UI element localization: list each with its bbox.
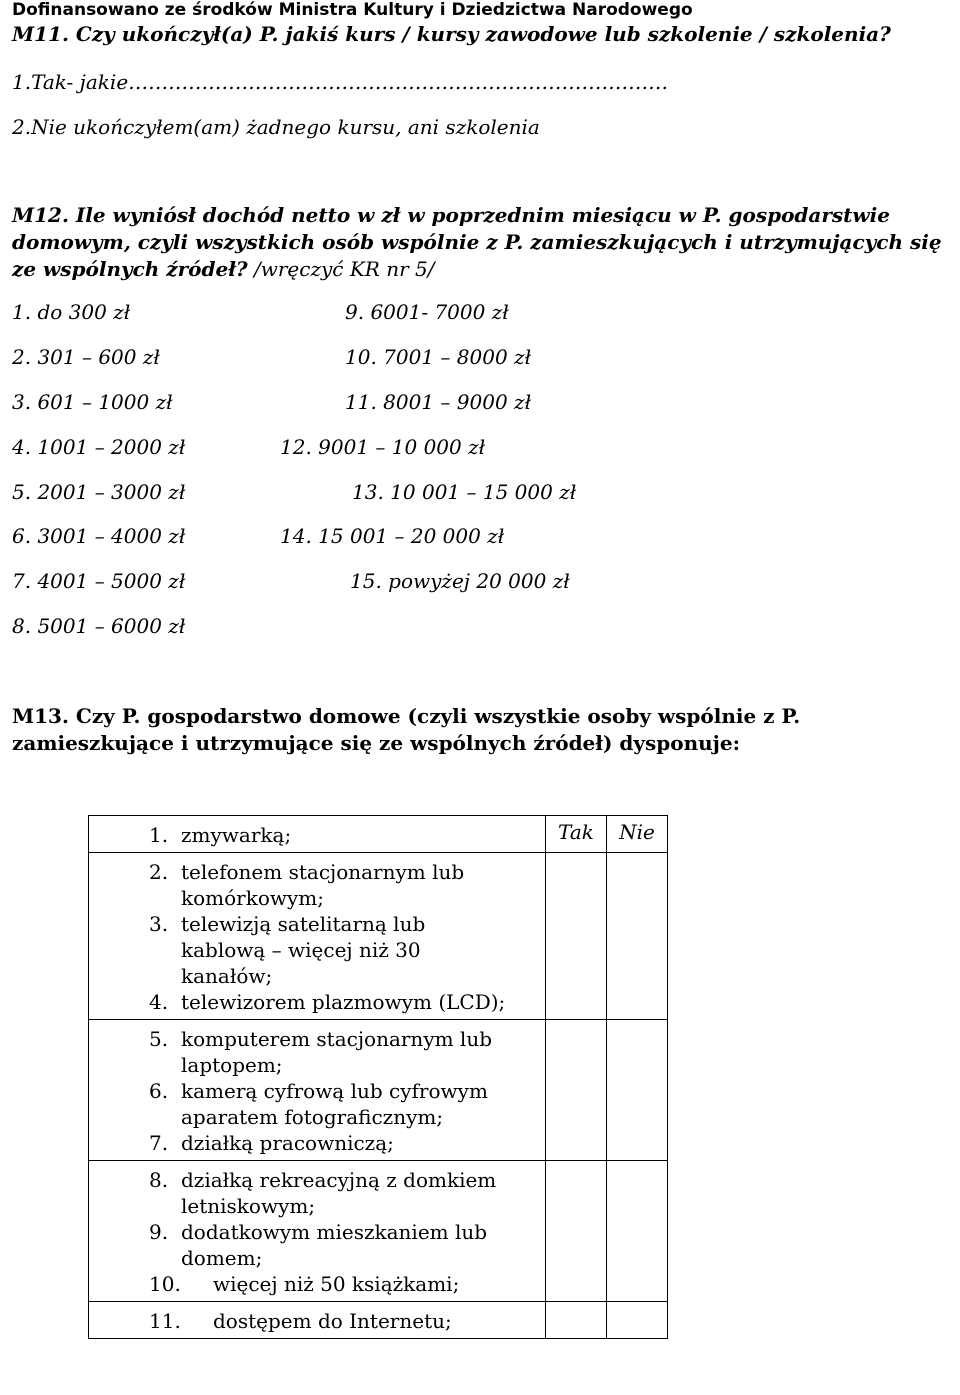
yes-cell[interactable]: [545, 853, 606, 1020]
item-label: telefonem stacjonarnym lub komórkowym;: [181, 860, 465, 910]
item-label: działką pracowniczą;: [181, 1131, 394, 1155]
table-row: [89, 1161, 668, 1302]
m12-option-2: 2. 301 – 600 zł: [12, 345, 160, 369]
m12-instruction: /wręczyć KR nr 5/: [247, 257, 435, 281]
item-number: 5.: [149, 1027, 169, 1051]
item-label: telewizją satelitarną lub kablową – więcej niż 30 kanałów;: [181, 912, 426, 988]
item-label: telewizorem plazmowym (LCD);: [181, 990, 506, 1014]
no-cell[interactable]: [606, 1161, 667, 1302]
m12-option-15: 15. powyżej 20 000 zł: [350, 569, 570, 593]
yes-cell[interactable]: Tak: [545, 816, 606, 853]
question-m13-title: [12, 703, 957, 757]
m11-option-2: 2.Nie ukończyłem(am) żadnego kursu, ani szkolenia: [12, 115, 540, 139]
table-row: [89, 1302, 668, 1339]
table-row: [89, 1020, 668, 1161]
m12-option-5: 5. 2001 – 3000 zł: [12, 480, 186, 504]
no-cell[interactable]: Nie: [606, 816, 667, 853]
item-cell: [89, 853, 546, 1020]
item-cell: [89, 1302, 546, 1339]
funding-header: Dofinansowano ze środków Ministra Kultury i Dziedzictwa Narodowego: [12, 0, 693, 20]
item-label: dodatkowym mieszkaniem lub domem;: [181, 1220, 488, 1270]
no-cell[interactable]: [606, 853, 667, 1020]
no-cell[interactable]: [606, 1302, 667, 1339]
m12-option-4: 4. 1001 – 2000 zł: [12, 435, 186, 459]
item-cell: [89, 1020, 546, 1161]
m12-title-text: M12. Ile wyniósł dochód netto w zł w poprzednim miesiącu w P. gospodarstwie domowym, czyli wszystkich osób wspólnie z P. zamieszkujących i utrzymujących się ze wspólnych źródeł?: [12, 203, 942, 281]
m12-option-1: 1. do 300 zł: [12, 300, 131, 324]
item-label: więcej niż 50 książkami;: [213, 1272, 460, 1296]
m11-option-1: 1.Tak- jakie………………………………………………………………………: [12, 70, 669, 94]
m12-option-6: 6. 3001 – 4000 zł: [12, 524, 186, 548]
item-label: zmywarką;: [181, 823, 292, 847]
item-cell: [89, 1161, 546, 1302]
m12-option-12: 12. 9001 – 10 000 zł: [280, 435, 486, 459]
item-label: kamerą cyfrową lub cyfrowym aparatem fotograficznym;: [181, 1079, 488, 1129]
item-cell: [89, 816, 546, 853]
item-number: 10.: [149, 1272, 181, 1296]
question-m11-title: M11. Czy ukończył(a) P. jakiś kurs / kursy zawodowe lub szkolenie / szkolenia?: [12, 22, 891, 46]
m12-option-7: 7. 4001 – 5000 zł: [12, 569, 186, 593]
m12-option-9: 9. 6001- 7000 zł: [345, 300, 509, 324]
item-label: dostępem do Internetu;: [213, 1309, 452, 1333]
yes-cell[interactable]: [545, 1020, 606, 1161]
item-number: 7.: [149, 1131, 169, 1155]
m12-option-8: 8. 5001 – 6000 zł: [12, 614, 186, 638]
item-number: 3.: [149, 912, 169, 936]
table-row: [89, 853, 668, 1020]
m13-answer-table: [88, 815, 668, 1339]
item-number: 2.: [149, 860, 169, 884]
item-number: 11.: [149, 1309, 181, 1333]
m12-option-3: 3. 601 – 1000 zł: [12, 390, 173, 414]
item-label: komputerem stacjonarnym lub laptopem;: [181, 1027, 493, 1077]
question-m12-title: [12, 202, 957, 283]
item-number: 9.: [149, 1220, 169, 1244]
item-number: 4.: [149, 990, 169, 1014]
m12-option-10: 10. 7001 – 8000 zł: [345, 345, 532, 369]
m12-option-11: 11. 8001 – 9000 zł: [345, 390, 532, 414]
m13-title-text: M13. Czy P. gospodarstwo domowe (czyli wszystkie osoby wspólnie z P. zamieszkujące i utrzymujące się ze wspólnych źródeł) dysponuje:: [12, 704, 801, 755]
table-row: [89, 816, 668, 853]
yes-cell[interactable]: [545, 1161, 606, 1302]
no-cell[interactable]: [606, 1020, 667, 1161]
item-number: 6.: [149, 1079, 169, 1103]
m12-option-13: 13. 10 001 – 15 000 zł: [352, 480, 577, 504]
m12-option-14: 14. 15 001 – 20 000 zł: [280, 524, 505, 548]
item-number: 1.: [149, 823, 169, 847]
yes-cell[interactable]: [545, 1302, 606, 1339]
item-number: 8.: [149, 1168, 169, 1192]
item-label: działką rekreacyjną z domkiem letniskowym;: [181, 1168, 497, 1218]
